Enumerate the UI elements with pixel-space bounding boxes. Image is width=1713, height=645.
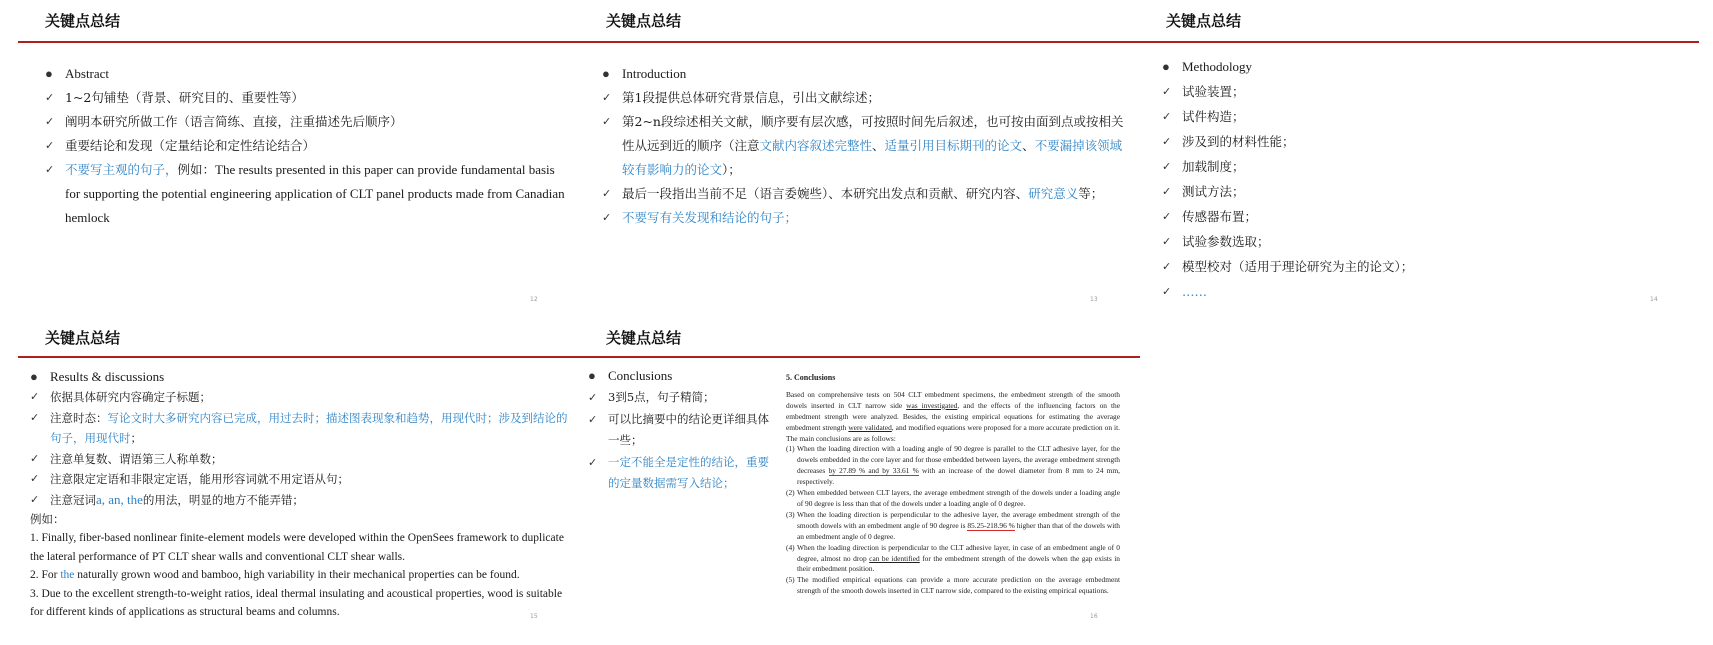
section-heading: ● Conclusions <box>588 365 773 387</box>
check-icon: ✓ <box>30 472 40 485</box>
paper-conclusion-item: (2) When embedded between CLT layers, the average embedment strength of the dowels under a loading angle of 90 degree is less than that of the dowels under a loading angle of 0 degree. <box>786 488 1120 508</box>
list-item: ✓ 一定不能全是定性的结论，重要的定量数据需写入结论； <box>588 452 773 495</box>
page-number: 13 <box>1090 296 1098 303</box>
slide-body <box>30 366 575 622</box>
list-item: ✓ 试件构造； <box>1162 104 1692 129</box>
bullet-dot-icon: ● <box>602 66 610 81</box>
page-number: 12 <box>530 296 538 303</box>
list-item: ✓ 3到5点，句子精简； <box>588 387 773 409</box>
list-item: ✓ 加载制度； <box>1162 154 1692 179</box>
check-icon: ✓ <box>1162 210 1172 223</box>
check-icon: ✓ <box>1162 260 1172 273</box>
paper-conclusion-item: (4) When the loading direction is perpendicular to the CLT adhesive layer, in case of an embedment angle of 0 degree, almost no drop can be identified for the embedment strength of the dowels when the gap exists in their embedment position. <box>786 542 1121 574</box>
slide-body <box>602 62 1134 230</box>
list-item: ✓ 阐明本研究所做工作（语言简练、直接，注重描述先后顺序） <box>45 110 565 134</box>
check-icon: ✓ <box>1162 110 1172 123</box>
list-item: ✓ 1~2句铺垫（背景、研究目的、重要性等） <box>45 86 565 110</box>
section-heading: ● Introduction <box>602 62 1134 86</box>
slide-12[interactable] <box>0 0 570 305</box>
slide-title: 关键点总结 <box>45 329 121 347</box>
title-rule <box>1142 41 1699 43</box>
slide-body <box>588 365 773 495</box>
list-item: ✓ 注意时态：写论文时大多研究内容已完成，用过去时；描述图表现象和趋势，用现代时；涉及到结论的句子，用现代时； <box>30 408 575 449</box>
bullet-dot-icon: ● <box>45 66 53 81</box>
list-item: ✓ 试验装置； <box>1162 79 1692 104</box>
title-rule <box>18 41 570 43</box>
check-icon: ✓ <box>45 163 55 176</box>
slide-title: 关键点总结 <box>606 12 682 30</box>
list-item: ✓ 不要写有关发现和结论的句子； <box>602 206 1134 230</box>
check-icon: ✓ <box>1162 160 1172 173</box>
check-icon: ✓ <box>588 391 598 404</box>
check-icon: ✓ <box>30 451 40 465</box>
list-item: ✓ 第2~n段综述相关文献，顺序要有层次感，可按照时间先后叙述，也可按由面到点或按相关性从远到近的顺序（注意文献内容叙述完整性、适量引用目标期刊的论文、不要漏掉该领域较有影响力的论文）； <box>602 110 1134 182</box>
list-item: ✓ 注意冠词a, an, the的用法，明显的地方不能弄错； <box>30 490 575 511</box>
list-item: ✓ 第1段提供总体研究背景信息，引出文献综述； <box>602 86 1134 110</box>
check-icon: ✓ <box>30 410 40 424</box>
title-rule <box>570 41 1142 43</box>
paper-excerpt <box>786 373 1120 597</box>
check-icon: ✓ <box>45 115 55 128</box>
check-icon: ✓ <box>588 412 598 426</box>
slide-14[interactable] <box>1142 0 1713 305</box>
page-number: 16 <box>1090 613 1098 620</box>
check-icon: ✓ <box>45 91 55 104</box>
paper-conclusion-item: (5) The modified empirical equations can provide a more accurate prediction on the average embedment strength of the smooth dowels inserted in CLT narrow side, compared to the existing empirical equations. <box>786 575 1120 596</box>
check-icon: ✓ <box>588 455 598 469</box>
example-sentence: 1. Finally, fiber-based nonlinear finite-element models were developed within the OpenSees framework to duplicate the lateral performance of PT CLT shear walls and conventional CLT shear walls. <box>30 532 564 563</box>
list-item: ✓ 不要写主观的句子，例如：The results presented in this paper can provide fundamental basis for supporting the potential engineering application of CLT panel products made from Canadian hemlock <box>45 158 565 230</box>
title-rule <box>580 356 1140 358</box>
slide-title: 关键点总结 <box>45 12 121 30</box>
page-number: 14 <box>1650 296 1658 303</box>
title-rule <box>18 356 580 358</box>
slide-body <box>45 62 565 230</box>
check-icon: ✓ <box>1162 285 1172 298</box>
check-icon: ✓ <box>1162 85 1172 98</box>
slide-16[interactable] <box>580 315 1140 645</box>
check-icon: ✓ <box>30 492 40 506</box>
list-item: ✓ 试验参数选取； <box>1162 229 1692 254</box>
example-sentence: 3. Due to the excellent strength-to-weight ratios, ideal thermal insulating and acoustical properties, wood is suitable for different kinds of applications as structural beams and columns. <box>30 587 563 618</box>
check-icon: ✓ <box>1162 135 1172 148</box>
example-sentence: 2. For the naturally grown wood and bamboo, high variability in their mechanical properties can be found. <box>30 569 520 581</box>
list-item: ✓ 模型校对（适用于理论研究为主的论文）； <box>1162 254 1692 279</box>
check-icon: ✓ <box>45 139 55 152</box>
bullet-dot-icon: ● <box>588 368 596 383</box>
list-item: ✓ 注意单复数、谓语第三人称单数； <box>30 449 575 470</box>
bullet-dot-icon: ● <box>30 369 38 384</box>
list-item: ✓ 测试方法； <box>1162 179 1692 204</box>
paper-heading: 5. Conclusions <box>786 373 836 382</box>
check-icon: ✓ <box>1162 235 1172 248</box>
check-icon: ✓ <box>602 211 612 224</box>
check-icon: ✓ <box>602 187 612 200</box>
slide-15[interactable] <box>0 315 580 645</box>
list-item: ✓ 涉及到的材料性能； <box>1162 129 1692 154</box>
paper-conclusion-item: (3) When the loading direction is perpendicular to the adhesive layer, the average embedment strength of the smooth dowels with an embedment angle of 90 degree is 85.25-218.96 % higher than that of the dowels with an embedment angle of 0 degree. <box>786 509 1120 541</box>
section-heading: ● Abstract <box>45 62 565 86</box>
slide-body <box>1162 54 1692 304</box>
bullet-dot-icon: ● <box>1162 59 1170 74</box>
list-item: ✓ 可以比摘要中的结论更详细具体一些； <box>588 409 773 452</box>
paper-intro: Based on comprehensive tests on 504 CLT embedment specimens, the embedment strength of the smooth dowels inserted in CLT narrow side was investigated, and the effects of the influencing factors on the embedment strength were analyzed. Besides, the existing empirical equations for estimating the average embedment strength were validated, and modified equations were proposed for a more accurate prediction on it. The main conclusions are as follows: <box>786 389 1121 443</box>
page-number: 15 <box>530 613 538 620</box>
slide-title: 关键点总结 <box>1166 12 1242 30</box>
list-item: ✓ …… <box>1162 279 1692 304</box>
section-heading: ● Methodology <box>1162 54 1692 79</box>
check-icon: ✓ <box>30 390 40 403</box>
list-item: ✓ 依据具体研究内容确定子标题； <box>30 387 575 408</box>
paper-conclusion-item: (1) When the loading direction with a loading angle of 90 degree is parallel to the CLT adhesive layer, for the dowels embedded in the core layer and for those embedded between layers, the average embedment strength decreases by 27.89 % and by 33.61 % with an increase of the dowel diameter from 8 mm to 24 mm, respectively. <box>786 444 1120 487</box>
check-icon: ✓ <box>602 91 612 104</box>
check-icon: ✓ <box>602 115 612 128</box>
list-item: ✓ 最后一段指出当前不足（语言委婉些）、本研究出发点和贡献、研究内容、研究意义等； <box>602 182 1134 206</box>
example-label: 例如： <box>30 512 65 526</box>
section-heading: ● Results & discussions <box>30 366 575 387</box>
check-icon: ✓ <box>1162 185 1172 198</box>
list-item: ✓ 重要结论和发现（定量结论和定性结论结合） <box>45 134 565 158</box>
list-item: ✓ 注意限定定语和非限定定语，能用形容词就不用定语从句； <box>30 469 575 490</box>
list-item: ✓ 传感器布置； <box>1162 204 1692 229</box>
slide-title: 关键点总结 <box>606 329 682 347</box>
slide-13[interactable] <box>570 0 1142 305</box>
